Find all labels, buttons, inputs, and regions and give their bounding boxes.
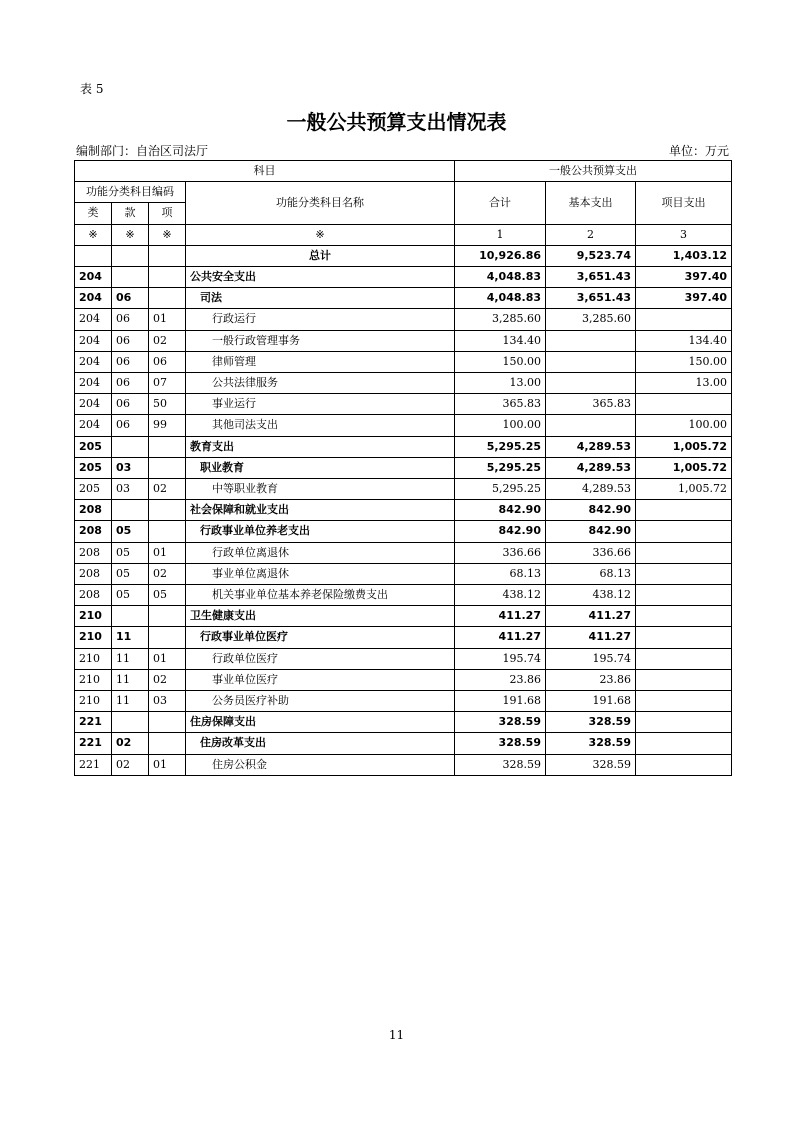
table-row xyxy=(75,457,732,478)
cell-lei: 208 xyxy=(75,542,112,563)
cell-lei: 210 xyxy=(75,606,112,627)
page-number: 11 xyxy=(388,1028,405,1042)
cell-total: 13.00 xyxy=(455,373,546,394)
cell-project: 397.40 xyxy=(636,267,732,288)
cell-project: 150.00 xyxy=(636,351,732,372)
empty-cell xyxy=(112,245,149,266)
total-project: 1,403.12 xyxy=(636,245,732,266)
table-row xyxy=(75,754,732,775)
cell-lei: 204 xyxy=(75,373,112,394)
cell-total: 191.68 xyxy=(455,691,546,712)
cell-project xyxy=(636,712,732,733)
cell-basic: 842.90 xyxy=(546,521,636,542)
cell-name: 社会保障和就业支出 xyxy=(186,500,455,521)
cell-name: 行政单位医疗 xyxy=(186,648,455,669)
cell-name: 住房保障支出 xyxy=(186,712,455,733)
cell-xiang: 01 xyxy=(149,648,186,669)
subject-header: 科目 xyxy=(75,161,455,182)
table-row xyxy=(75,415,732,436)
cell-name: 教育支出 xyxy=(186,436,455,457)
cell-xiang: 07 xyxy=(149,373,186,394)
cell-basic xyxy=(546,351,636,372)
cell-name: 公共安全支出 xyxy=(186,267,455,288)
cell-name: 司法 xyxy=(186,288,455,309)
cell-name: 事业运行 xyxy=(186,394,455,415)
cell-total: 4,048.83 xyxy=(455,267,546,288)
cell-kuan xyxy=(112,436,149,457)
mark-cell: ※ xyxy=(75,224,112,245)
cell-kuan: 06 xyxy=(112,415,149,436)
table-row xyxy=(75,373,732,394)
code-group-header: 功能分类科目编码 xyxy=(75,182,186,203)
cell-basic: 3,651.43 xyxy=(546,267,636,288)
cell-name: 机关事业单位基本养老保险缴费支出 xyxy=(186,585,455,606)
cell-total: 328.59 xyxy=(455,754,546,775)
cell-project xyxy=(636,500,732,521)
cell-kuan xyxy=(112,267,149,288)
table-row xyxy=(75,267,732,288)
cell-total: 3,285.60 xyxy=(455,309,546,330)
cell-name: 其他司法支出 xyxy=(186,415,455,436)
cell-basic: 4,289.53 xyxy=(546,436,636,457)
cell-total: 336.66 xyxy=(455,542,546,563)
cell-kuan: 06 xyxy=(112,288,149,309)
index-cell: 1 xyxy=(455,224,546,245)
cell-basic xyxy=(546,373,636,394)
cell-xiang: 01 xyxy=(149,542,186,563)
xiang-header: 项 xyxy=(149,203,186,224)
table-row xyxy=(75,733,732,754)
cell-xiang xyxy=(149,627,186,648)
cell-basic: 336.66 xyxy=(546,542,636,563)
cell-project: 1,005.72 xyxy=(636,479,732,500)
cell-xiang xyxy=(149,521,186,542)
cell-lei: 204 xyxy=(75,309,112,330)
cell-total: 134.40 xyxy=(455,330,546,351)
name-header: 功能分类科目名称 xyxy=(186,182,455,224)
cell-lei: 208 xyxy=(75,500,112,521)
cell-project: 1,005.72 xyxy=(636,436,732,457)
header-row-2 xyxy=(75,182,732,203)
lei-header: 类 xyxy=(75,203,112,224)
cell-basic: 191.68 xyxy=(546,691,636,712)
kuan-header: 款 xyxy=(112,203,149,224)
table-row xyxy=(75,669,732,690)
cell-xiang: 02 xyxy=(149,330,186,351)
cell-xiang: 02 xyxy=(149,563,186,584)
project-header: 项目支出 xyxy=(636,182,732,224)
cell-lei: 204 xyxy=(75,330,112,351)
cell-project xyxy=(636,585,732,606)
cell-lei: 221 xyxy=(75,712,112,733)
cell-basic: 195.74 xyxy=(546,648,636,669)
mark-cell: ※ xyxy=(149,224,186,245)
cell-project xyxy=(636,521,732,542)
cell-total: 150.00 xyxy=(455,351,546,372)
cell-total: 842.90 xyxy=(455,500,546,521)
mark-cell: ※ xyxy=(112,224,149,245)
cell-total: 5,295.25 xyxy=(455,457,546,478)
cell-lei: 221 xyxy=(75,754,112,775)
cell-kuan: 06 xyxy=(112,394,149,415)
basic-header: 基本支出 xyxy=(546,182,636,224)
cell-project: 1,005.72 xyxy=(636,457,732,478)
cell-project xyxy=(636,309,732,330)
cell-project xyxy=(636,691,732,712)
cell-xiang: 01 xyxy=(149,309,186,330)
total-row xyxy=(75,245,732,266)
cell-kuan: 06 xyxy=(112,373,149,394)
cell-name: 住房公积金 xyxy=(186,754,455,775)
cell-basic xyxy=(546,415,636,436)
cell-lei: 204 xyxy=(75,415,112,436)
table-row xyxy=(75,691,732,712)
cell-name: 律师管理 xyxy=(186,351,455,372)
cell-total: 842.90 xyxy=(455,521,546,542)
cell-lei: 208 xyxy=(75,521,112,542)
cell-lei: 204 xyxy=(75,394,112,415)
table-row xyxy=(75,394,732,415)
cell-xiang: 02 xyxy=(149,669,186,690)
cell-lei: 208 xyxy=(75,585,112,606)
cell-kuan: 02 xyxy=(112,733,149,754)
cell-basic xyxy=(546,330,636,351)
cell-kuan: 06 xyxy=(112,309,149,330)
index-cell: 2 xyxy=(546,224,636,245)
cell-name: 中等职业教育 xyxy=(186,479,455,500)
cell-kuan xyxy=(112,500,149,521)
total-header: 合计 xyxy=(455,182,546,224)
cell-xiang xyxy=(149,500,186,521)
total-sum: 10,926.86 xyxy=(455,245,546,266)
cell-name: 公务员医疗补助 xyxy=(186,691,455,712)
unit-label: 单位：万元 xyxy=(668,144,729,158)
cell-lei: 210 xyxy=(75,648,112,669)
table-row xyxy=(75,309,732,330)
cell-xiang: 99 xyxy=(149,415,186,436)
total-basic: 9,523.74 xyxy=(546,245,636,266)
cell-basic: 68.13 xyxy=(546,563,636,584)
cell-basic: 438.12 xyxy=(546,585,636,606)
cell-basic: 4,289.53 xyxy=(546,479,636,500)
cell-lei: 205 xyxy=(75,436,112,457)
cell-project xyxy=(636,754,732,775)
cell-project xyxy=(636,648,732,669)
empty-cell xyxy=(75,245,112,266)
cell-total: 195.74 xyxy=(455,648,546,669)
table-row xyxy=(75,479,732,500)
cell-project xyxy=(636,394,732,415)
cell-total: 100.00 xyxy=(455,415,546,436)
cell-name: 卫生健康支出 xyxy=(186,606,455,627)
cell-total: 438.12 xyxy=(455,585,546,606)
table-row xyxy=(75,627,732,648)
cell-project xyxy=(636,542,732,563)
cell-lei: 210 xyxy=(75,691,112,712)
cell-total: 5,295.25 xyxy=(455,436,546,457)
department-label: 编制部门：自治区司法厅 xyxy=(76,144,209,158)
cell-kuan: 05 xyxy=(112,542,149,563)
cell-lei: 221 xyxy=(75,733,112,754)
table-row xyxy=(75,351,732,372)
cell-kuan: 11 xyxy=(112,691,149,712)
table-row xyxy=(75,288,732,309)
cell-xiang: 06 xyxy=(149,351,186,372)
cell-xiang xyxy=(149,288,186,309)
cell-lei: 205 xyxy=(75,479,112,500)
cell-lei: 205 xyxy=(75,457,112,478)
cell-kuan: 03 xyxy=(112,457,149,478)
cell-xiang: 05 xyxy=(149,585,186,606)
cell-kuan: 05 xyxy=(112,563,149,584)
mark-cell: ※ xyxy=(186,224,455,245)
index-cell: 3 xyxy=(636,224,732,245)
table-row xyxy=(75,521,732,542)
cell-basic: 328.59 xyxy=(546,733,636,754)
cell-kuan: 06 xyxy=(112,330,149,351)
cell-project: 397.40 xyxy=(636,288,732,309)
table-row xyxy=(75,606,732,627)
index-row xyxy=(75,224,732,245)
cell-project: 13.00 xyxy=(636,373,732,394)
cell-total: 23.86 xyxy=(455,669,546,690)
cell-kuan: 03 xyxy=(112,479,149,500)
cell-basic: 328.59 xyxy=(546,712,636,733)
cell-total: 411.27 xyxy=(455,606,546,627)
empty-cell xyxy=(149,245,186,266)
cell-project xyxy=(636,606,732,627)
cell-kuan: 05 xyxy=(112,585,149,606)
cell-xiang xyxy=(149,606,186,627)
cell-kuan: 11 xyxy=(112,627,149,648)
budget-table xyxy=(74,160,732,776)
cell-xiang xyxy=(149,457,186,478)
cell-project xyxy=(636,627,732,648)
table-row xyxy=(75,585,732,606)
cell-name: 事业单位离退休 xyxy=(186,563,455,584)
table-row xyxy=(75,563,732,584)
cell-kuan xyxy=(112,712,149,733)
total-label: 总计 xyxy=(186,245,455,266)
cell-basic: 411.27 xyxy=(546,606,636,627)
budget-group-header: 一般公共预算支出 xyxy=(455,161,732,182)
cell-kuan: 11 xyxy=(112,648,149,669)
cell-project: 100.00 xyxy=(636,415,732,436)
cell-total: 328.59 xyxy=(455,712,546,733)
cell-total: 365.83 xyxy=(455,394,546,415)
cell-xiang xyxy=(149,712,186,733)
cell-name: 公共法律服务 xyxy=(186,373,455,394)
header-row-1 xyxy=(75,161,732,182)
cell-lei: 210 xyxy=(75,627,112,648)
table-row xyxy=(75,330,732,351)
table-row xyxy=(75,500,732,521)
cell-basic: 411.27 xyxy=(546,627,636,648)
cell-name: 行政单位离退休 xyxy=(186,542,455,563)
cell-kuan: 06 xyxy=(112,351,149,372)
cell-xiang: 03 xyxy=(149,691,186,712)
cell-name: 住房改革支出 xyxy=(186,733,455,754)
table-row xyxy=(75,648,732,669)
cell-name: 行政事业单位医疗 xyxy=(186,627,455,648)
cell-xiang xyxy=(149,436,186,457)
cell-kuan: 02 xyxy=(112,754,149,775)
cell-project xyxy=(636,669,732,690)
cell-total: 328.59 xyxy=(455,733,546,754)
cell-xiang xyxy=(149,267,186,288)
cell-lei: 210 xyxy=(75,669,112,690)
table-row xyxy=(75,436,732,457)
table-row xyxy=(75,712,732,733)
cell-name: 行政运行 xyxy=(186,309,455,330)
cell-name: 事业单位医疗 xyxy=(186,669,455,690)
cell-basic: 23.86 xyxy=(546,669,636,690)
cell-lei: 204 xyxy=(75,288,112,309)
cell-project: 134.40 xyxy=(636,330,732,351)
cell-total: 411.27 xyxy=(455,627,546,648)
cell-total: 68.13 xyxy=(455,563,546,584)
cell-basic: 328.59 xyxy=(546,754,636,775)
table-number: 表 5 xyxy=(80,82,104,96)
cell-kuan: 05 xyxy=(112,521,149,542)
cell-lei: 208 xyxy=(75,563,112,584)
table-row xyxy=(75,542,732,563)
cell-basic: 842.90 xyxy=(546,500,636,521)
cell-basic: 3,285.60 xyxy=(546,309,636,330)
cell-lei: 204 xyxy=(75,351,112,372)
cell-kuan: 11 xyxy=(112,669,149,690)
cell-project xyxy=(636,733,732,754)
cell-xiang: 01 xyxy=(149,754,186,775)
cell-basic: 4,289.53 xyxy=(546,457,636,478)
cell-name: 一般行政管理事务 xyxy=(186,330,455,351)
cell-basic: 365.83 xyxy=(546,394,636,415)
cell-xiang: 50 xyxy=(149,394,186,415)
cell-kuan xyxy=(112,606,149,627)
cell-total: 5,295.25 xyxy=(455,479,546,500)
cell-xiang: 02 xyxy=(149,479,186,500)
cell-lei: 204 xyxy=(75,267,112,288)
cell-xiang xyxy=(149,733,186,754)
cell-basic: 3,651.43 xyxy=(546,288,636,309)
cell-project xyxy=(636,563,732,584)
cell-name: 行政事业单位养老支出 xyxy=(186,521,455,542)
cell-total: 4,048.83 xyxy=(455,288,546,309)
cell-name: 职业教育 xyxy=(186,457,455,478)
page-title: 一般公共预算支出情况表 xyxy=(286,110,507,134)
